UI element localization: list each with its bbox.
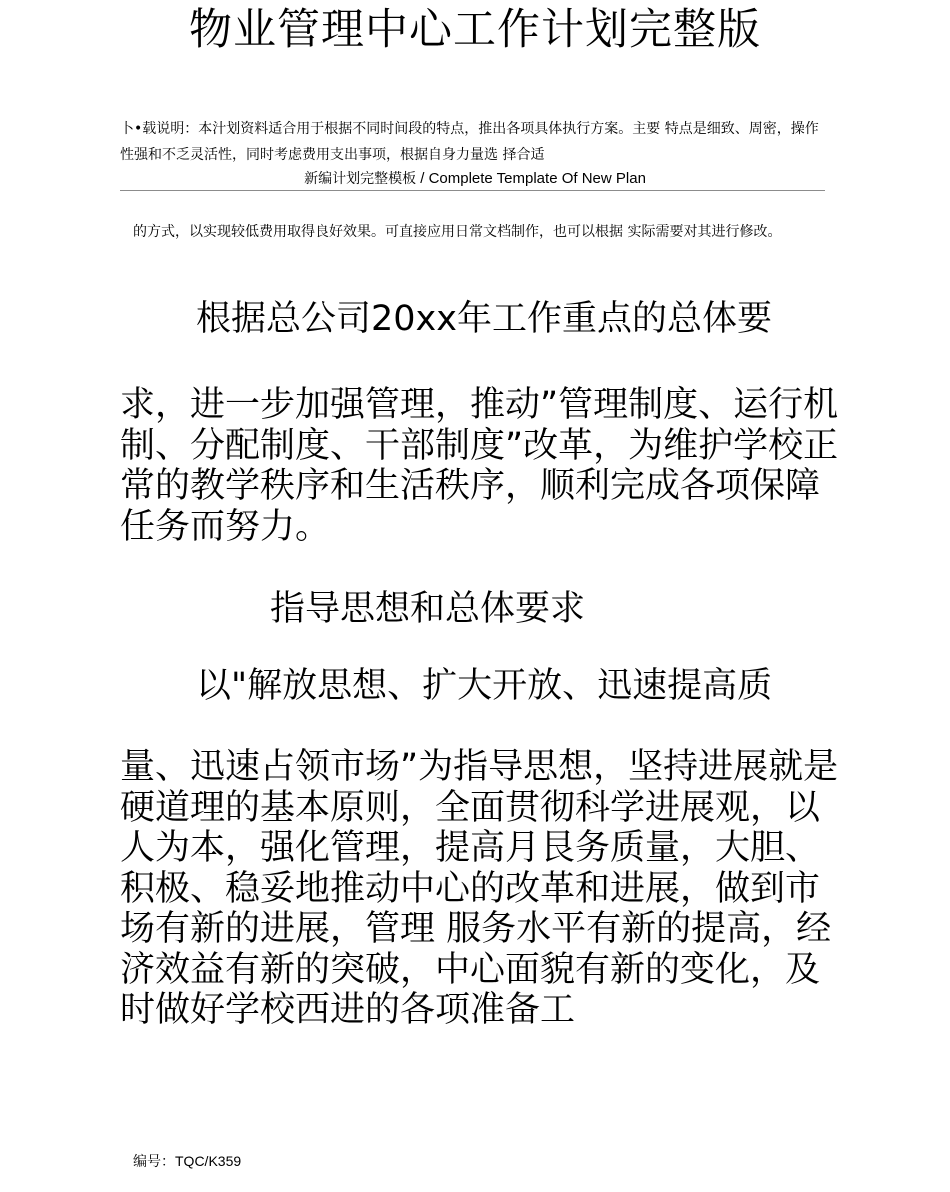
document-code [133, 1150, 241, 1173]
paragraph-2-body: 量、迅速占领市场”为指导思想，坚持进展就是硬道理的基本原则，全面贯彻科学进展观，以人为本，强化管理，提高月艮务质量，大胆、积极、稳妥地推动中心的改革和进展，做到市场有新的进展，管理 服务水平有新的提高，经济效益有新的突破，中心面貌有新的变化，及时做好学校西进的各项准备工 [120, 747, 839, 1030]
subtitle-cn: 新编计划完整模板 [304, 171, 417, 187]
paragraph-2-first-line: 以"解放思想、扩大开放、迅速提高质 [196, 666, 773, 706]
document-title: 物业管理中心工作计划完整版 [189, 5, 761, 55]
paragraph-1-body: 求，进一步加强管理，推动”管理制度、运行机制、分配制度、干部制度”改革，为维护学校正常的教学秩序和生活秩序，顺利完成各项保障任务而努力。 [120, 385, 839, 547]
section-heading: 指导思想和总体要求 [270, 589, 586, 629]
header-divider [120, 190, 825, 191]
subtitle-en: / Complete Template Of New Plan [416, 170, 646, 187]
code-value: TQC/K359 [175, 1153, 242, 1169]
intro-text-continued: 的方式，以实现较低费用取得良好效果。可直接应用日常文档制作，也可以根据 实际需要对其进行修改。 [133, 224, 782, 240]
code-label: 编号： [133, 1154, 175, 1170]
intro-text-top: 卜•载说明：本汁划资料适合用于根据不同时间段的特点，推出各项具体执行方案。主要 特点是细致、周密，操作性强和不乏灵活性，同时考虑费用支出事项，根据自身力量选 择合适 [120, 121, 819, 163]
subtitle [0, 169, 950, 189]
paragraph-1-first-line: 根据总公司20xx年工作重点的总体要 [196, 299, 772, 339]
